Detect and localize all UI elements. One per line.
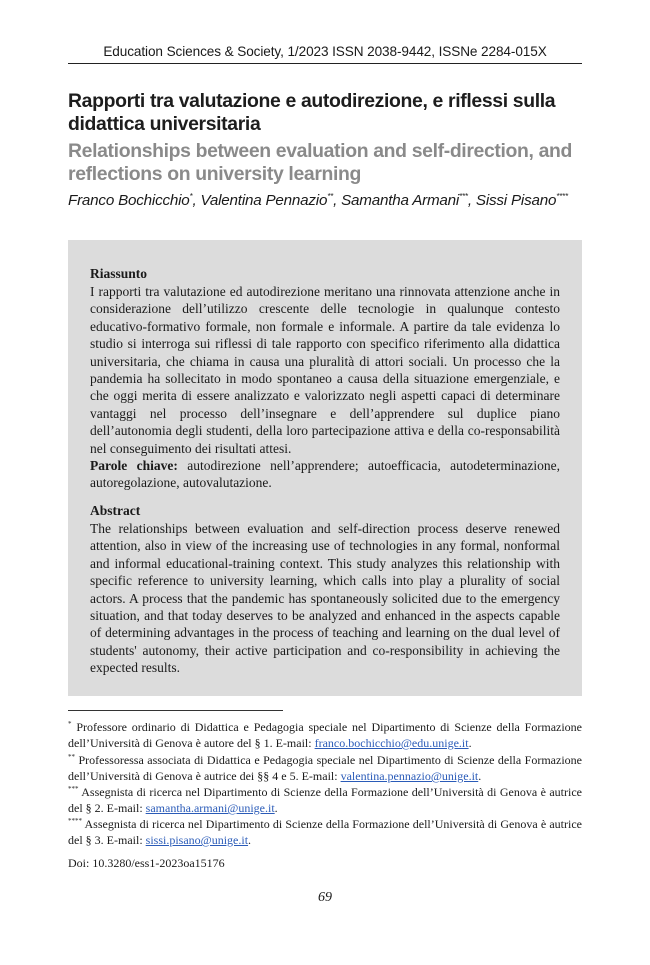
email-link[interactable]: franco.bochicchio@edu.unige.it	[314, 736, 469, 750]
email-link[interactable]: valentina.pennazio@unige.it	[340, 769, 479, 783]
footnote-rule	[68, 710, 283, 711]
footnote-end: .	[274, 801, 278, 815]
footnote-end: .	[478, 769, 482, 783]
footnote-mark: ****	[68, 817, 82, 825]
header-rule	[68, 63, 582, 64]
footnote-text: Professore ordinario di Didattica e Pedagogia speciale nel Dipartimento di Scienze della Formazione dell’Università di Genova è autore del § 1. E-mail:	[68, 720, 583, 750]
author-mark: ***	[459, 192, 468, 201]
footnote-mark: ***	[68, 785, 79, 793]
email-link[interactable]: samantha.armani@unige.it	[145, 801, 275, 815]
keywords-text: autodirezione nell’apprendere; autoefficacia, autodeterminazione, autoregolazione, autovalutazione.	[90, 458, 560, 491]
footnote	[68, 781, 582, 816]
author-name: Franco Bochicchio	[68, 192, 190, 209]
title-english: Relationships between evaluation and self-direction, and reflections on university learning	[68, 140, 573, 185]
footnote-mark: **	[68, 753, 75, 761]
riassunto-heading: Riassunto	[90, 266, 148, 281]
footnote-end: .	[248, 833, 252, 847]
author-name: Valentina Pennazio	[200, 192, 328, 209]
author-list: Franco Bochicchio*, Valentina Pennazio**, Samantha Armani***, Sissi Pisano****	[68, 192, 568, 209]
email-link[interactable]: sissi.pisano@unige.it	[145, 833, 249, 847]
footnote-end: .	[468, 736, 472, 750]
author-mark: *	[189, 192, 193, 201]
title-italian: Rapporti tra valutazione e autodirezione, e riflessi sulla didattica universitaria	[68, 90, 556, 135]
doi: Doi: 10.3280/ess1-2023oa15176	[68, 856, 225, 870]
keywords-label: Parole chiave:	[90, 458, 178, 473]
author-mark: ****	[556, 192, 568, 201]
journal-header: Education Sciences & Society, 1/2023 ISSN 2038-9442, ISSNe 2284-015X	[103, 44, 547, 59]
footnote-text: Assegnista di ricerca nel Dipartimento di Scienze della Formazione dell’Università di Genova è autrice del § 3. E-mail:	[68, 817, 582, 847]
riassunto-text: I rapporti tra valutazione ed autodirezione meritano una rinnovata attenzione anche in considerazione dell’utilizzo crescente delle tecnologie in qualunque contesto educativo-formativo formale, non formale e informale. A partire da tale evidenza lo studio si interroga sui riflessi di tale rapporto con specifico riferimento alla didattica universitaria, che chiama in causa una pluralità di attori sociali. Un processo che la pandemia ha sollecitato in modo spontaneo a causa della situazione emergenziale, e che oggi merita di essere analizzato e valorizzato negli aspetti capaci di determinare vantaggi nel processo dell’insegnare e dell’apprendere sul duplice piano dell’autonomia degli studenti, della loro partecipazione attiva e della co-responsabilità nel conseguimento dei risultati attesi.	[90, 284, 560, 456]
abstract-heading: Abstract	[90, 503, 141, 518]
footnote-text: Assegnista di ricerca nel Dipartimento di Scienze della Formazione dell’Università di Genova è autrice del § 2. E-mail:	[68, 785, 582, 815]
abstract-text: The relationships between evaluation and self-direction process deserve renewed attention, also in view of the increasing use of technologies in any formal, nonformal and informal educational-training context. This study analyzes this relationship with specific reference to university learning, which calls into play a plurality of social actors. A process that the pandemic has spontaneously solicited due to the emergency situation, and that today deserves to be analyzed and enhanced in the aspects capable of determining advantages in the process of teaching and learning on the dual level of students' autonomy, their active participation and co-responsibility in achieving the expected results.	[90, 521, 560, 676]
author-name: Sissi Pisano	[475, 192, 557, 209]
page-number: 69	[318, 890, 332, 905]
author-mark: **	[327, 192, 334, 201]
keywords	[90, 457, 560, 492]
footnote-mark: *	[68, 720, 72, 728]
footnote	[68, 749, 582, 784]
footnote-text: Professoressa associata di Didattica e Pedagogia speciale nel Dipartimento di Scienze della Formazione dell’Università di Genova è autrice dei §§ 4 e 5. E-mail:	[68, 753, 582, 783]
footnote	[68, 813, 582, 848]
author-name: Samantha Armani	[341, 192, 460, 209]
footnote	[68, 716, 582, 751]
